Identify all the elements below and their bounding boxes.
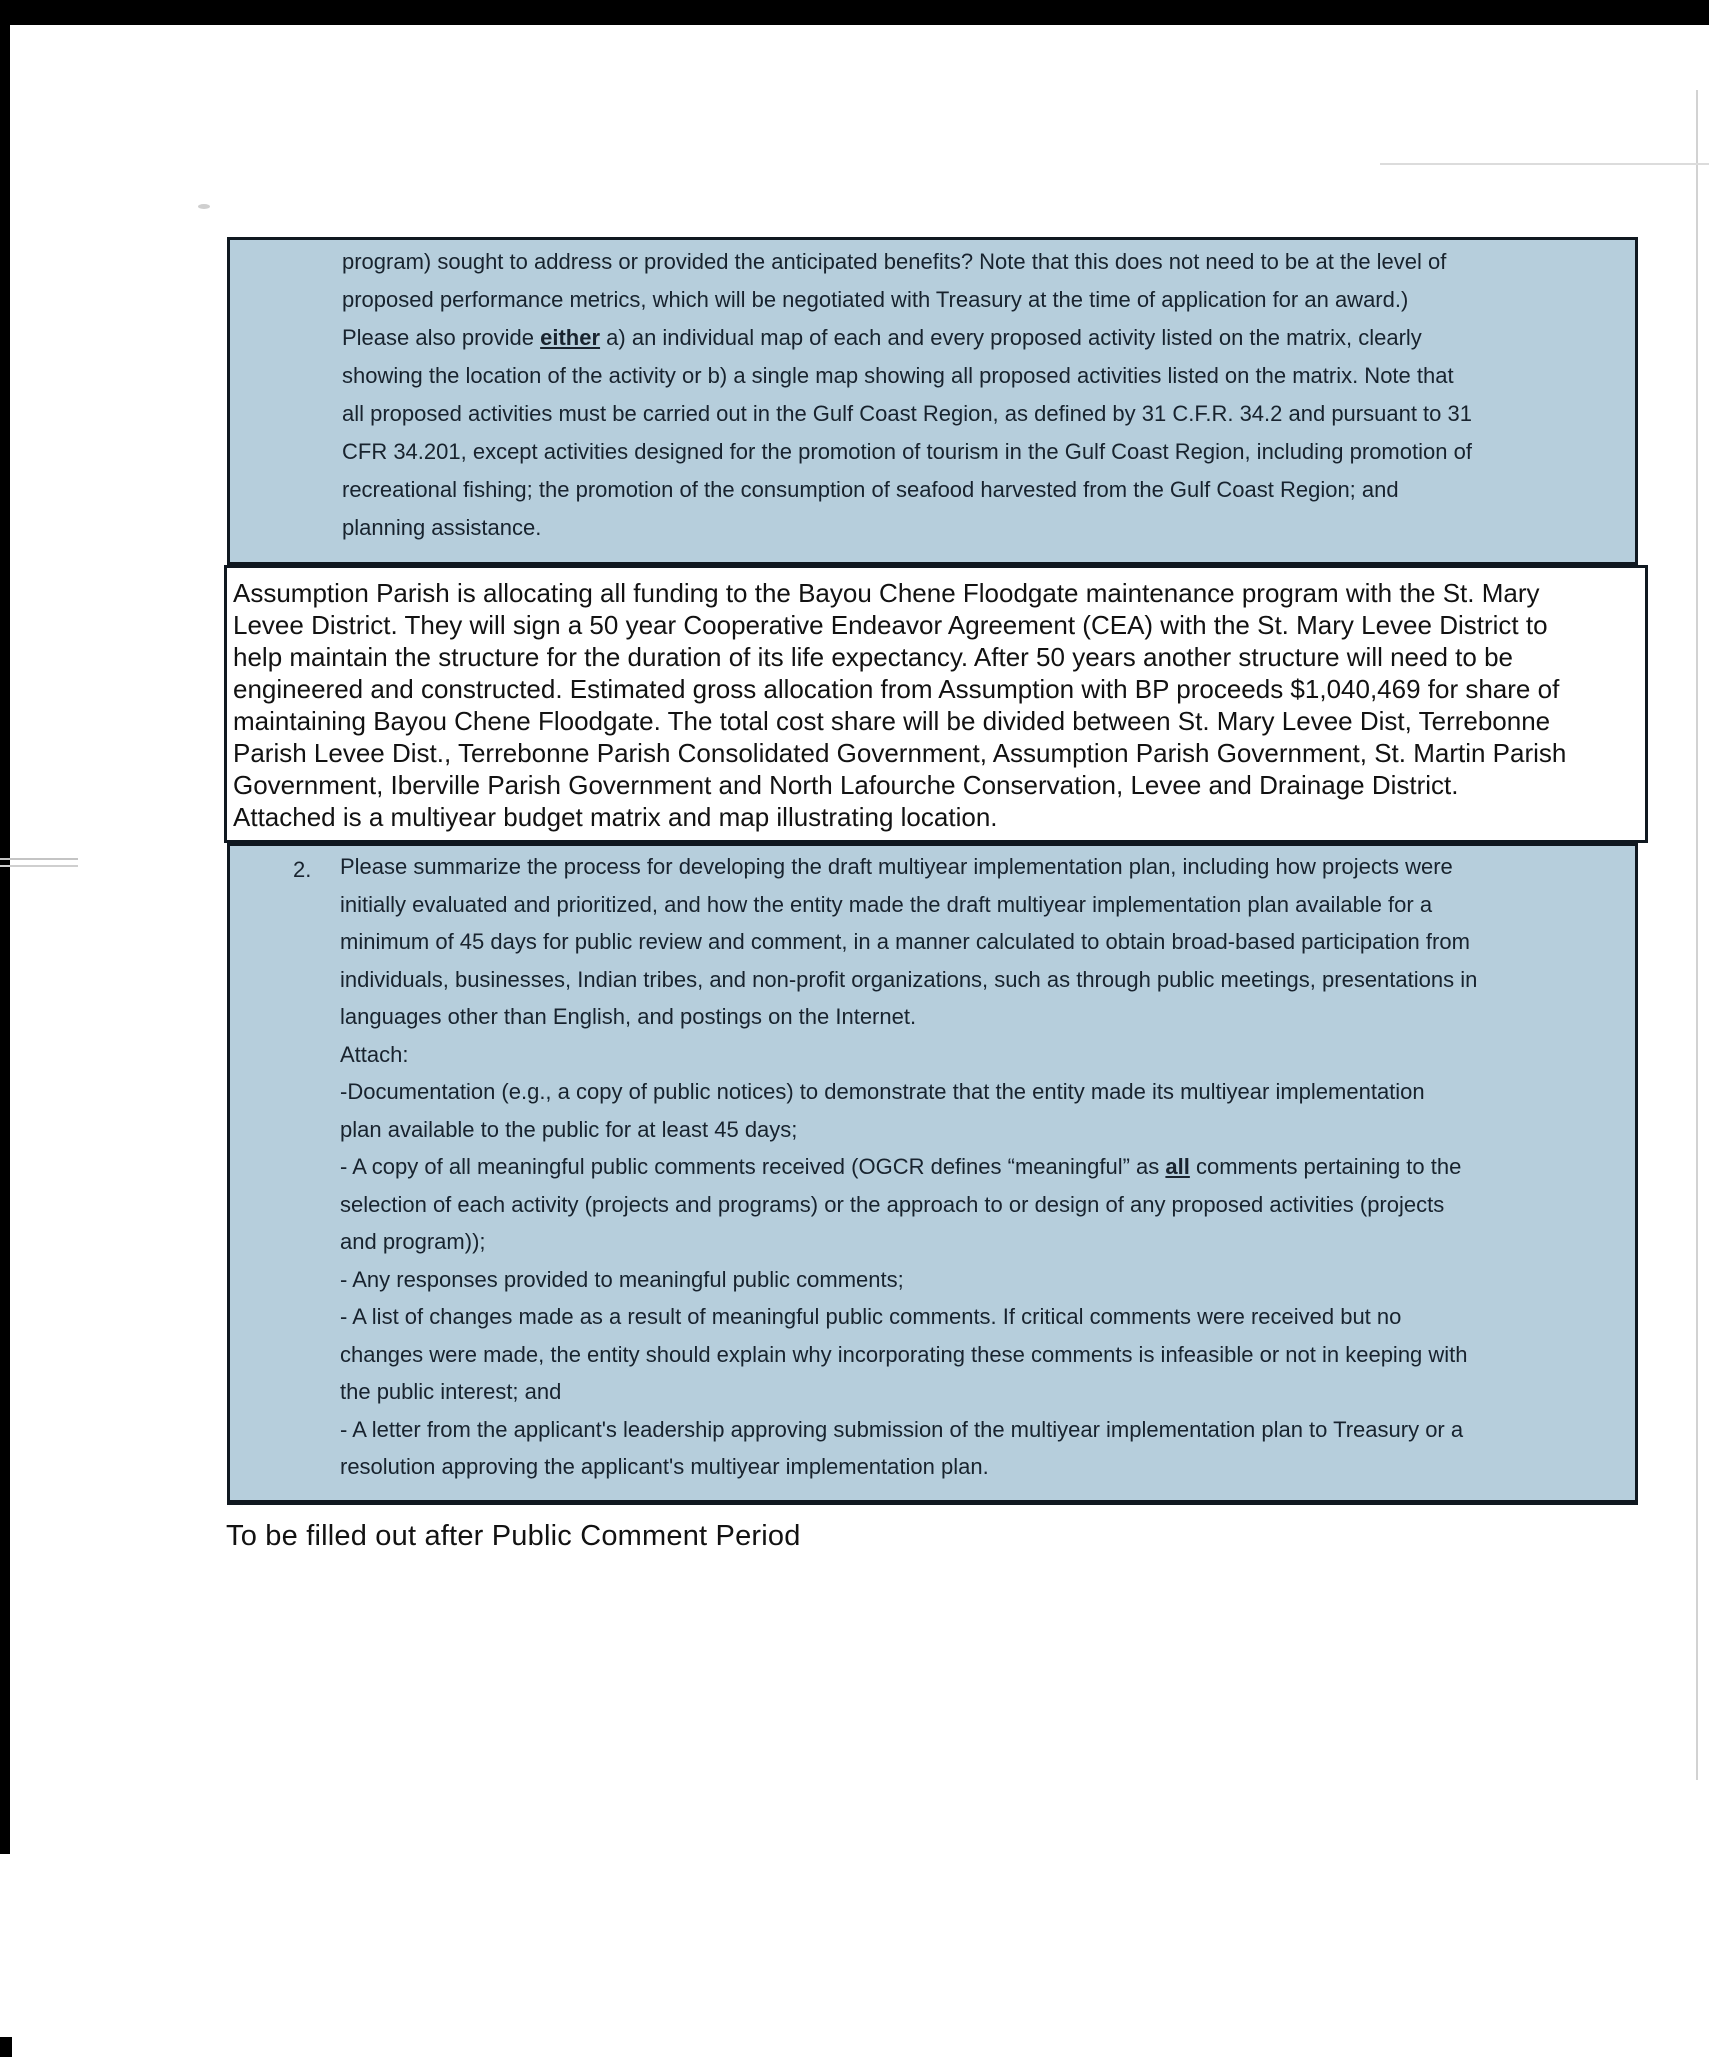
scan-artifact-corner	[0, 2037, 12, 2057]
text-line: showing the location of the activity or b) a single map showing all proposed activities listed on the matrix. Note that	[342, 363, 1454, 388]
text-line: all proposed activities must be carried out in the Gulf Coast Region, as defined by 31 C.F.R. 34.2 and pursuant to 31	[342, 401, 1472, 426]
text-line: Attach:	[340, 1041, 409, 1067]
text-line: CFR 34.201, except activities designed for the promotion of tourism in the Gulf Coast Region, including promotion of	[342, 439, 1472, 464]
text-line: changes were made, the entity should explain why incorporating these comments is infeasible or not in keeping with	[340, 1341, 1468, 1367]
question-box-2-text	[340, 848, 1607, 1486]
text-line: - A copy of all meaningful public comments received (OGCR defines “meaningful” as all comments pertaining to the	[340, 1154, 1462, 1179]
text-line: the public interest; and	[340, 1379, 562, 1404]
scan-artifact-speck	[198, 204, 210, 209]
scan-artifact-streak	[0, 858, 78, 860]
emphasized-text: all	[1165, 1154, 1190, 1179]
text-line: individuals, businesses, Indian tribes, and non-profit organizations, such as through public meetings, presentations in	[340, 966, 1478, 992]
text-line: engineered and constructed. Estimated gross allocation from Assumption with BP proceeds $1,040,469 for share of	[233, 674, 1560, 704]
text-line: maintaining Bayou Chene Floodgate. The total cost share will be divided between St. Mary Levee Dist, Terrebonne	[233, 706, 1551, 736]
footer-note: To be filled out after Public Comment Period	[226, 1520, 801, 1552]
text-line: Please also provide either a) an individual map of each and every proposed activity listed on the matrix, clearly	[342, 325, 1422, 350]
text-line: program) sought to address or provided the anticipated benefits? Note that this does not need to be at the level of	[342, 249, 1447, 274]
text-line: - A letter from the applicant's leadership approving submission of the multiyear implementation plan to Treasury or a	[340, 1416, 1464, 1442]
text-line: planning assistance.	[342, 515, 542, 540]
emphasized-text: either	[540, 325, 601, 350]
text-line: recreational fishing; the promotion of the consumption of seafood harvested from the Gulf Coast Region; and	[342, 477, 1399, 502]
scan-artifact-streak	[0, 865, 78, 867]
scan-artifact-streak	[1380, 163, 1709, 165]
text-line: - Any responses provided to meaningful public comments;	[340, 1266, 904, 1292]
text-line: Please summarize the process for developing the draft multiyear implementation plan, including how projects were	[340, 854, 1453, 879]
text-line: initially evaluated and prioritized, and how the entity made the draft multiyear implementation plan available for a	[340, 891, 1433, 917]
text-line: Attached is a multiyear budget matrix and map illustrating location.	[233, 802, 998, 832]
scan-artifact-top-bar	[0, 0, 1709, 25]
text-line: Assumption Parish is allocating all funding to the Bayou Chene Floodgate maintenance program with the St. Mary	[233, 578, 1540, 608]
question-box-public-comment-process	[227, 843, 1638, 1505]
text-line: and program));	[340, 1229, 486, 1254]
text-line: -Documentation (e.g., a copy of public notices) to demonstrate that the entity made its multiyear implementation	[340, 1079, 1425, 1104]
scan-artifact-left-bar	[0, 0, 10, 1854]
text-line: proposed performance metrics, which will be negotiated with Treasury at the time of application for an award.)	[342, 287, 1409, 312]
question-box-benefits-and-maps	[227, 237, 1638, 565]
answer-box-assumption-parish	[224, 565, 1648, 843]
text-line: Levee District. They will sign a 50 year Cooperative Endeavor Agreement (CEA) with the St. Mary Levee District to	[233, 610, 1548, 640]
text-line: selection of each activity (projects and programs) or the approach to or design of any proposed activities (projects	[340, 1191, 1445, 1217]
text-line: plan available to the public for at least 45 days;	[340, 1116, 798, 1142]
text-line: minimum of 45 days for public review and comment, in a manner calculated to obtain broad-based participation from	[340, 929, 1470, 954]
text-line: help maintain the structure for the duration of its life expectancy. After 50 years another structure will need to be	[233, 642, 1513, 672]
text-line: - A list of changes made as a result of meaningful public comments. If critical comments were received but no	[340, 1304, 1402, 1329]
text-line: languages other than English, and postings on the Internet.	[340, 1004, 917, 1029]
text-line: resolution approving the applicant's multiyear implementation plan.	[340, 1454, 989, 1479]
scan-artifact-page-edge-line	[1696, 90, 1698, 1780]
text-line: Government, Iberville Parish Government and North Lafourche Conservation, Levee and Drainage District.	[233, 770, 1459, 800]
list-number: 2.	[293, 857, 312, 882]
text-line: Parish Levee Dist., Terrebonne Parish Consolidated Government, Assumption Parish Government, St. Martin Parish	[233, 738, 1567, 768]
